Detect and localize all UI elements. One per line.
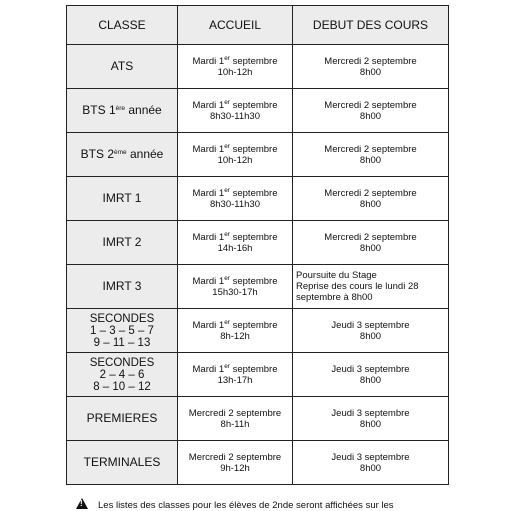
start-cell: Jeudi 3 septembre 8h00 [293,353,449,397]
welcome-cell: Mardi 1er septembre 10h-12h [178,133,293,177]
class-cell: TERMINALES [67,441,178,485]
table-row [67,265,449,309]
welcome-cell: Mardi 1er septembre 10h-12h [178,45,293,89]
warning-triangle-icon [76,498,88,509]
table-row [67,441,449,485]
table-row [67,45,449,89]
footnote-text: Les listes des classes pour les élèves de 2nde seront affichées sur les [98,500,394,511]
schedule-table [66,5,449,485]
table-row [67,353,449,397]
header-classe: CLASSE [67,6,178,45]
start-cell: Mercredi 2 septembre 8h00 [293,177,449,221]
start-cell: Poursuite du Stage Reprise des cours le lundi 28 septembre à 8h00 [293,265,449,309]
start-cell: Jeudi 3 septembre 8h00 [293,397,449,441]
footnote [76,498,476,511]
start-cell: Mercredi 2 septembre 8h00 [293,221,449,265]
class-cell: PREMIERES [67,397,178,441]
class-cell: IMRT 2 [67,221,178,265]
header-debut: DEBUT DES COURS [293,6,449,45]
table-row [67,177,449,221]
welcome-cell: Mardi 1er septembre 8h30-11h30 [178,177,293,221]
table-row [67,397,449,441]
class-cell: BTS 1ère année [67,89,178,133]
header-accueil: ACCUEIL [178,6,293,45]
start-cell: Mercredi 2 septembre 8h00 [293,45,449,89]
welcome-cell: Mardi 1er septembre 8h-12h [178,309,293,353]
start-cell: Mercredi 2 septembre 8h00 [293,89,449,133]
class-cell: SECONDES 2 – 4 – 6 8 – 10 – 12 [67,353,178,397]
start-cell: Mercredi 2 septembre 8h00 [293,133,449,177]
class-cell: IMRT 3 [67,265,178,309]
class-cell: SECONDES 1 – 3 – 5 – 7 9 – 11 – 13 [67,309,178,353]
start-cell: Jeudi 3 septembre 8h00 [293,309,449,353]
welcome-cell: Mardi 1er septembre 14h-16h [178,221,293,265]
class-cell: IMRT 1 [67,177,178,221]
welcome-cell: Mardi 1er septembre 13h-17h [178,353,293,397]
table-row [67,309,449,353]
welcome-cell: Mardi 1er septembre 15h30-17h [178,265,293,309]
class-cell: ATS [67,45,178,89]
table-row [67,221,449,265]
table-row [67,89,449,133]
welcome-cell: Mardi 1er septembre 8h30-11h30 [178,89,293,133]
table-header-row [67,6,449,45]
welcome-cell: Mercredi 2 septembre 9h-12h [178,441,293,485]
table-row [67,133,449,177]
welcome-cell: Mercredi 2 septembre 8h-11h [178,397,293,441]
start-cell: Jeudi 3 septembre 8h00 [293,441,449,485]
class-cell: BTS 2ème année [67,133,178,177]
